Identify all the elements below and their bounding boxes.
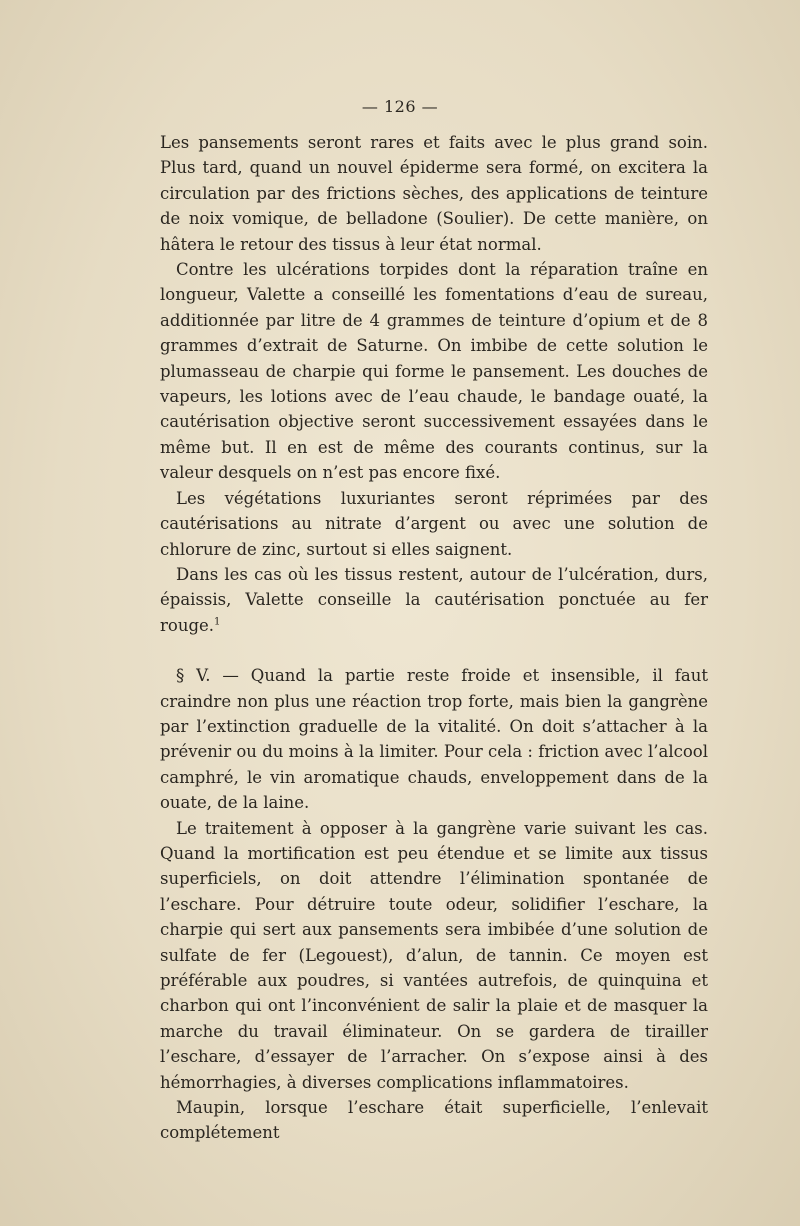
paragraph-4-text: Dans les cas où les tissus restent, autour de l’ulcération, durs, épaissis, Valette conseille la cautérisation ponctuée au fer rouge. xyxy=(160,564,708,635)
paragraph-1: Les pansements seront rares et faits avec le plus grand soin. Plus tard, quand un nouvel épiderme sera formé, on excitera la circulation par des frictions sèches, des applications de teinture de noix vomique, de belladone (Soulier). De cette manière, on hâtera le retour des tissus à leur état normal. xyxy=(160,133,708,254)
paragraph-6: Le traitement à opposer à la gangrène varie suivant les cas. Quand la mortification est peu étendue et se limite aux tissus superficiels, on doit attendre l’élimination spontanée de l’eschare. Pour détruire toute odeur, solidifier l’eschare, la charpie qui sert aux pansements sera imbibée d’une solution de sulfate de fer (Legouest), d’alun, de tannin. Ce moyen est préférable aux poudres, si vantées autrefois, de quinquina et charbon qui ont l’inconvénient de salir la plaie et de masquer la marche du travail éliminateur. On se gardera de tirailler l’eschare, d’essayer de l’arracher. On s’expose ainsi à des hémorrhagies, à diverses complications inflammatoires. xyxy=(160,818,708,1092)
paragraph-4 xyxy=(160,562,708,638)
section-v-paragraph: § V. — Quand la partie reste froide et insensible, il faut craindre non plus une réaction trop forte, mais bien la gangrène par l’extinction graduelle de la vitalité. On doit s’attacher à la prévenir ou du moins à la limiter. Pour cela : friction avec l’alcool camphré, le vin aromatique chauds, enveloppement dans de la ouate, de la laine. xyxy=(160,666,708,813)
paragraph-7: Maupin, lorsque l’eschare était superficielle, l’enlevait complétement xyxy=(160,1098,708,1143)
paragraph-3: Les végétations luxuriantes seront réprimées par des cautérisations au nitrate d’argent ou avec une solution de chlorure de zinc, surtout si elles saignent. xyxy=(160,488,708,559)
paragraph-2: Contre les ulcérations torpides dont la réparation traîne en longueur, Valette a conseillé les fomentations d’eau de sureau, additionnée par litre de 4 grammes de teinture d’opium et de 8 grammes d’extrait de Saturne. On imbibe de cette solution le plumasseau de charpie qui forme le pansement. Les douches de vapeurs, les lotions avec de l’eau chaude, le bandage ouaté, la cautérisation objective seront successivement essayées dans le même but. Il en est de même des courants continus, sur la valeur desquels on n’est pas encore fixé. xyxy=(160,260,708,483)
page-number: — 126 — xyxy=(361,97,439,116)
footnote-marker: 1 xyxy=(214,616,221,628)
body-text xyxy=(160,130,708,1146)
